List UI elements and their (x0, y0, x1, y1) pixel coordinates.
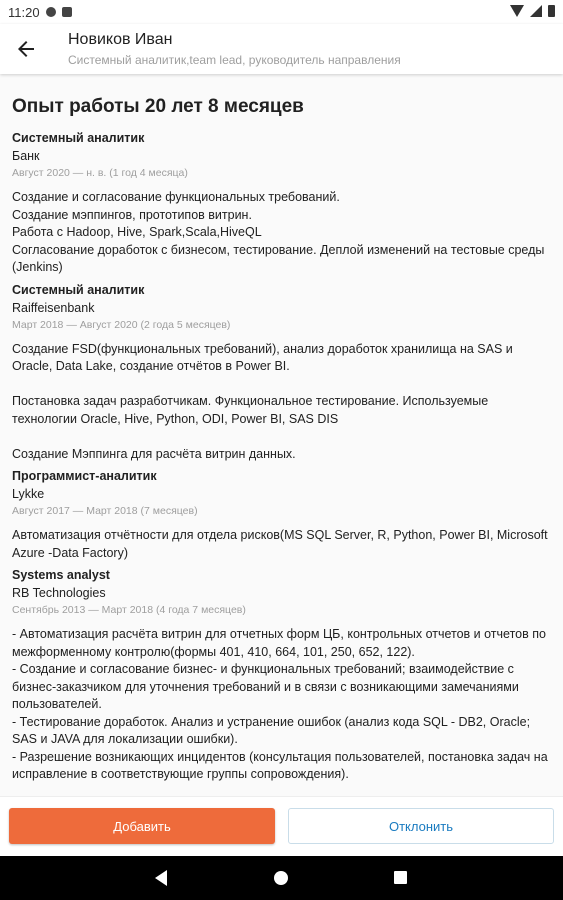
job-company: Lykke (12, 487, 45, 501)
job-company: Raiffeisenbank (12, 300, 95, 315)
action-bar (0, 796, 563, 857)
page-title: Новиков Иван (68, 31, 173, 48)
signal-icon (530, 5, 542, 17)
system-nav-bar (0, 856, 563, 900)
back-arrow-icon[interactable] (14, 37, 38, 61)
job-position: Системный аналитик (12, 131, 145, 145)
decline-button[interactable]: Отклонить (288, 808, 554, 844)
job-period: Сентябрь 2013 — Март 2018 (4 года 7 месяцев) (12, 604, 246, 616)
job-description: - Автоматизация расчёта витрин для отчетных форм ЦБ, контрольных отчетов и отчетов по межформенному контролю(формы 401, 410, 664, 101, 250, 652, 122). - Создание и согласование бизнес- и функциональных требований; взаимодействие с бизнес-заказчиком для уточнения требований и в связи с возникающими замечаниями пользователей. - Тестирование доработок. Анализ и устранение ошибок (анализ кода SQL - DB2, Oracle; SAS и JAVA для локализации ошибки). - Разрешение возникающих инцидентов (консультация пользователей, постановка задач на исправление в соответствующие группы сопровождения). (12, 627, 548, 781)
page-subtitle: Системный аналитик,team lead, руководитель направления (68, 53, 401, 67)
nav-recents-icon[interactable] (394, 871, 407, 884)
job-description: Создание и согласование функциональных требований. Создание мэппингов, прототипов витрин. Работа с Hadoop, Hive, Spark,Scala,HiveQL Согласование доработок с бизнесом, тестирование. Деплой изменений на тестовые среды (Jenkins) (12, 190, 545, 274)
experience-heading: Опыт работы 20 лет 8 месяцев (12, 96, 304, 117)
job-entry (12, 568, 551, 784)
status-bar (0, 0, 563, 24)
job-entry (12, 469, 551, 562)
job-company: RB Technologies (12, 586, 106, 600)
job-period: Март 2018 — Август 2020 (2 года 5 месяцев) (12, 318, 231, 331)
job-entry (12, 131, 551, 277)
app-bar (0, 24, 563, 74)
job-description: Создание FSD(функциональных требований), анализ доработок хранилища на SAS и Oracle, Data Lake, создание отчётов в Power BI. Постановка задач разработчикам. Функциональное тестирование. Используемые технологии Oracle, Hive, Python, ODI, Power BI, SAS DIS Создание Мэппинга для расчёта витрин данных. (12, 341, 513, 461)
job-period: Август 2020 — н. в. (1 год 4 месяца) (12, 167, 188, 179)
job-position: Системный аналитик (12, 282, 145, 297)
sync-icon (46, 7, 56, 17)
job-position: Systems analyst (12, 568, 110, 582)
job-entry (12, 283, 551, 464)
job-position: Программист-аналитик (12, 469, 157, 483)
add-button[interactable]: Добавить (9, 808, 275, 844)
nav-home-icon[interactable] (274, 871, 288, 885)
battery-icon (548, 5, 555, 17)
job-period: Август 2017 — Март 2018 (7 месяцев) (12, 505, 198, 517)
nav-back-icon[interactable] (155, 870, 167, 886)
job-company: Банк (12, 149, 40, 163)
sd-card-icon (62, 7, 72, 17)
job-description: Автоматизация отчётности для отдела рисков(MS SQL Server, R, Python, Power BI, Microsoft Azure -Data Factory) (12, 528, 548, 560)
wifi-icon (510, 5, 524, 17)
status-time: 11:20 (8, 4, 40, 20)
resume-content[interactable] (0, 74, 563, 796)
